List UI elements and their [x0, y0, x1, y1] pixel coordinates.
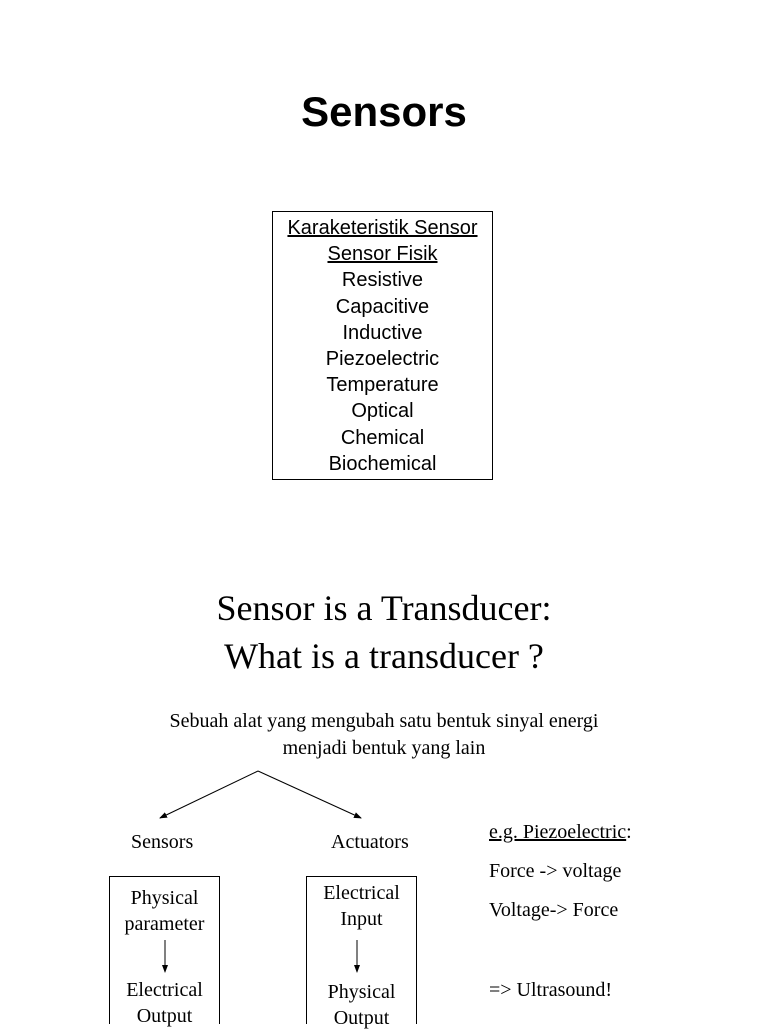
branch-arrow-sensors [160, 771, 258, 818]
actuators-output-line2: Output [333, 1007, 390, 1029]
sensor-type-item: Biochemical [328, 452, 437, 475]
example-line2: Voltage-> Force [489, 899, 619, 921]
sensor-type-item: Resistive [341, 269, 424, 292]
sensors-flow-box [109, 876, 220, 1027]
example-heading-text: e.g. Piezoelectric [489, 821, 627, 843]
actuators-label: Actuators [331, 831, 409, 853]
actuators-output-line1: Physical [327, 981, 396, 1003]
example-line1: Force -> voltage [489, 860, 622, 882]
actuators-input-line2: Input [340, 908, 383, 930]
sensor-type-item: Optical [351, 400, 414, 423]
example-heading-colon: : [626, 821, 632, 843]
sensors-output-line1: Electrical [126, 979, 203, 1001]
slide-title: Sensors [301, 88, 467, 135]
sensors-output-line2: Output [136, 1005, 193, 1027]
sensor-type-item: Piezoelectric [325, 348, 440, 371]
sensors-input-line1: Physical [130, 887, 199, 909]
actuators-flow-box [306, 876, 417, 1029]
definition-line2: menjadi bentuk yang lain [282, 737, 486, 759]
branch-arrow-actuators [258, 771, 361, 818]
box-subheading: Sensor Fisik [327, 243, 438, 266]
example-line3: => Ultrasound! [489, 979, 613, 1001]
transducer-title-line1: Sensor is a Transducer: [216, 588, 552, 628]
actuators-input-line1: Electrical [323, 882, 400, 904]
example-heading [489, 819, 632, 845]
sensors-input-line2: parameter [124, 913, 205, 935]
definition-line1: Sebuah alat yang mengubah satu bentuk sinyal energi [169, 710, 599, 732]
box-heading: Karaketeristik Sensor [287, 217, 478, 239]
transducer-title-line2: What is a transducer ? [224, 636, 544, 676]
sensor-type-item: Temperature [326, 374, 439, 397]
sensor-type-item: Chemical [340, 426, 425, 449]
sensor-type-item: Inductive [342, 321, 423, 344]
sensors-label: Sensors [131, 831, 194, 853]
sensor-type-item: Capacitive [335, 295, 430, 318]
